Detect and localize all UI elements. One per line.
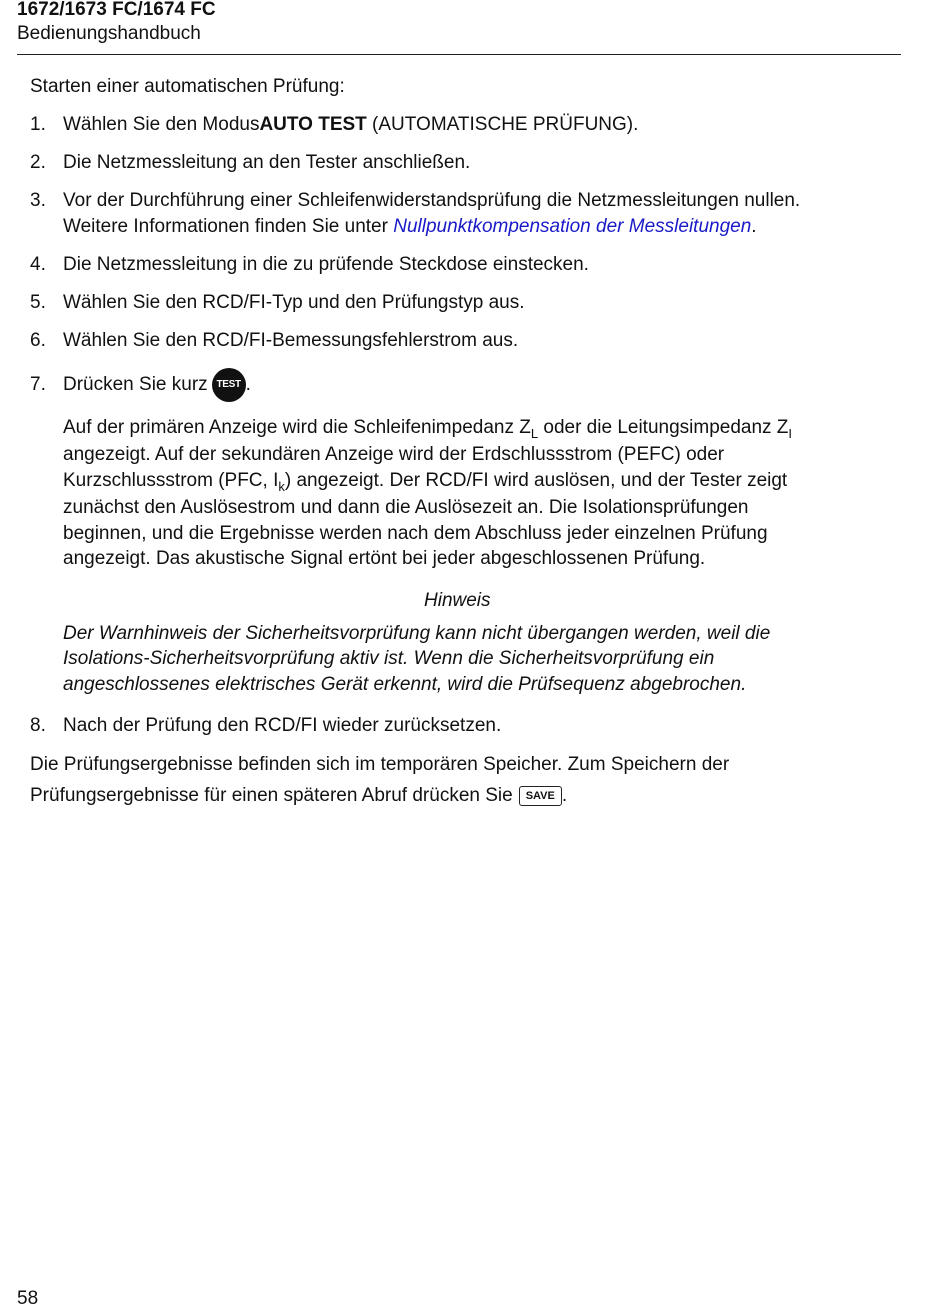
desc-text: oder die Leitungsimpedanz Z <box>538 417 789 438</box>
subscript-i: I <box>788 425 793 441</box>
test-button-icon: TEST <box>212 368 246 402</box>
closing-text: Prüfungsergebnisse für einen späteren Abruf drücken Sie <box>30 785 513 806</box>
step-7-desc-line-4: zunächst den Auslösestrom und dann die Auslösezeit an. Die Isolationsprüfungen <box>63 497 749 518</box>
step-2-text: Die Netzmessleitung an den Tester anschließen. <box>63 152 471 173</box>
closing-line-2 <box>30 783 567 809</box>
step-number: 1. <box>30 114 46 135</box>
header-model: 1672/1673 FC/1674 FC <box>17 0 216 20</box>
header-divider <box>17 54 901 55</box>
step-5-text: Wählen Sie den RCD/FI-Typ und den Prüfungstyp aus. <box>63 292 525 313</box>
note-line-3: angeschlossenes elektrisches Gerät erkennt, wird die Prüfsequenz abgebrochen. <box>63 674 747 695</box>
step-6-text: Wählen Sie den RCD/FI-Bemessungsfehlerstrom aus. <box>63 330 519 351</box>
step-number: 7. <box>30 374 46 395</box>
page-number: 58 <box>17 1288 39 1309</box>
step-number: 6. <box>30 330 46 351</box>
step-7-desc-line-2: angezeigt. Auf der sekundären Anzeige wird der Erdschlussstrom (PEFC) oder <box>63 444 725 465</box>
subscript-k: k <box>278 478 285 494</box>
step-1-post: (AUTOMATISCHE PRÜFUNG). <box>366 114 639 135</box>
note-line-2: Isolations-Sicherheitsvorprüfung aktiv ist. Wenn die Sicherheitsvorprüfung ein <box>63 648 715 669</box>
step-7-desc-line-3 <box>63 468 787 494</box>
step-number: 8. <box>30 715 46 736</box>
step-1-pre: Wählen Sie den Modus <box>63 114 260 135</box>
desc-text: ) angezeigt. Der RCD/FI wird auslösen, und der Tester zeigt <box>284 470 788 491</box>
step-3-line-1: Vor der Durchführung einer Schleifenwiderstandsprüfung die Netzmessleitungen nullen. <box>63 190 801 211</box>
step-4-text: Die Netzmessleitung in die zu prüfende Steckdose einstecken. <box>63 254 589 275</box>
desc-text: Kurzschlussstrom (PFC, I <box>63 470 279 491</box>
step-7-text <box>63 367 251 403</box>
closing-period: . <box>561 785 568 806</box>
step-8-text: Nach der Prüfung den RCD/FI wieder zurücksetzen. <box>63 715 502 736</box>
step-number: 2. <box>30 152 46 173</box>
lead-zero-compensation-link[interactable]: Nullpunktkompensation der Messleitungen <box>393 216 752 237</box>
save-key-icon: SAVE <box>519 786 562 806</box>
closing-line-1: Die Prüfungsergebnisse befinden sich im temporären Speicher. Zum Speichern der <box>30 754 730 775</box>
step-7-desc-line-1 <box>63 415 792 441</box>
step-3-line-2-pre: Weitere Informationen finden Sie unter <box>63 216 394 237</box>
step-7-post: . <box>245 374 251 395</box>
desc-text: Auf der primären Anzeige wird die Schleifenimpedanz Z <box>63 417 531 438</box>
step-1-text <box>63 112 638 138</box>
step-7-desc-line-5: beginnen, und die Ergebnisse werden nach dem Abschluss jeder einzelnen Prüfung <box>63 523 768 544</box>
auto-test-mode-label: AUTO TEST <box>259 114 367 135</box>
step-number: 3. <box>30 190 46 211</box>
step-3-line-2 <box>63 214 757 240</box>
step-7-pre: Drücken Sie kurz <box>63 374 208 395</box>
step-number: 5. <box>30 292 46 313</box>
intro-text: Starten einer automatischen Prüfung: <box>30 76 345 97</box>
note-line-1: Der Warnhinweis der Sicherheitsvorprüfung kann nicht übergangen werden, weil die <box>63 623 771 644</box>
step-number: 4. <box>30 254 46 275</box>
step-3-line-2-post: . <box>751 216 757 237</box>
header-manual-title: Bedienungshandbuch <box>17 23 201 44</box>
step-7-desc-line-6: angezeigt. Das akustische Signal ertönt bei jeder abgeschlossenen Prüfung. <box>63 548 706 569</box>
subscript-l: L <box>530 425 539 441</box>
note-title: Hinweis <box>424 590 491 611</box>
